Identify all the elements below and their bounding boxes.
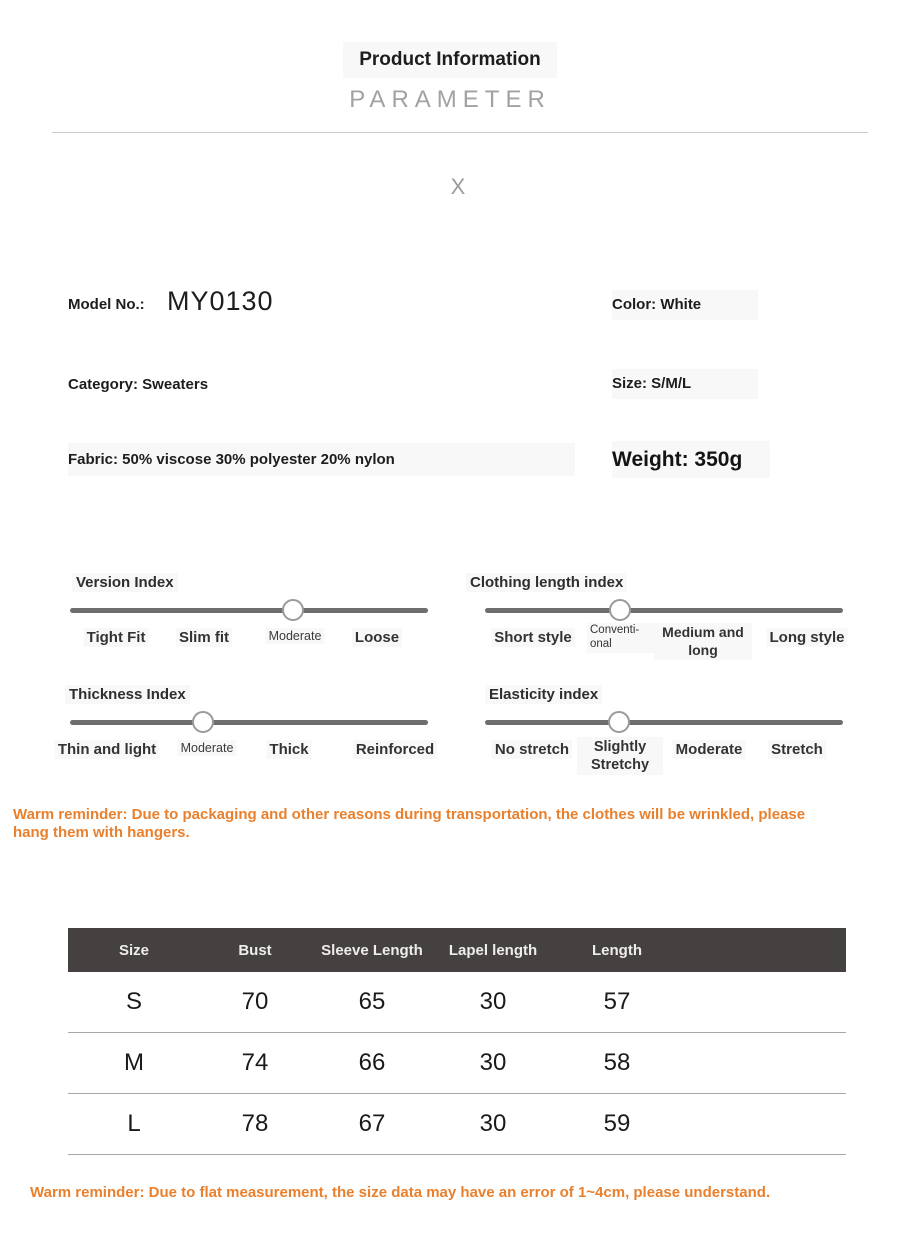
clothing-length-slider <box>470 573 845 663</box>
clothing-length-knob[interactable] <box>609 599 631 621</box>
version-index-track <box>70 608 428 613</box>
thickness-label-thick: Thick <box>266 740 311 759</box>
header-divider <box>52 132 868 133</box>
length-label-medium-long: Medium and long <box>654 623 752 660</box>
clothing-length-title: Clothing length index <box>466 573 627 592</box>
cell-length: 58 <box>603 1049 631 1076</box>
cell-size: M <box>124 1049 144 1076</box>
cell-size: S <box>125 988 142 1015</box>
cell-bust: 74 <box>241 1049 269 1076</box>
weight-spec: Weight: 350g <box>612 441 770 478</box>
category-spec: Category: Sweaters <box>68 376 209 393</box>
elasticity-index-track <box>485 720 843 725</box>
cell-sleeve: 65 <box>358 988 386 1015</box>
elasticity-label-slightly: Slightly Stretchy <box>577 737 663 775</box>
clothing-length-track <box>485 608 843 613</box>
shipping-reminder: Warm reminder: Due to packaging and other reasons during transportation, the clothes will be wrinkled, please hang them with hangers. <box>13 806 806 841</box>
version-label-tight-fit: Tight Fit <box>84 628 149 647</box>
page-subtitle: PARAMETER <box>349 86 551 113</box>
cell-sleeve: 66 <box>358 1049 386 1076</box>
table-row-m <box>68 1033 846 1094</box>
col-header-sleeve: Sleeve Length <box>321 941 423 959</box>
thickness-label-reinforced: Reinforced <box>353 740 437 759</box>
cell-length: 57 <box>603 988 631 1015</box>
version-label-slim-fit: Slim fit <box>176 628 232 647</box>
elasticity-label-no-stretch: No stretch <box>492 740 572 759</box>
thickness-label-thin: Thin and light <box>55 740 159 759</box>
page-header <box>0 42 900 114</box>
elasticity-index-slider <box>485 685 843 775</box>
elasticity-index-title: Elasticity index <box>485 685 602 704</box>
elasticity-label-stretch: Stretch <box>768 740 826 759</box>
page-title: Product Information <box>343 42 557 78</box>
col-header-length: Length <box>592 941 642 959</box>
measurement-reminder: Warm reminder: Due to flat measurement, the size data may have an error of 1~4cm, please understand. <box>30 1184 771 1201</box>
thickness-label-moderate: Moderate <box>178 740 237 756</box>
thickness-index-title: Thickness Index <box>65 685 190 704</box>
length-label-long: Long style <box>766 628 847 647</box>
cell-sleeve: 67 <box>358 1110 386 1137</box>
cell-length: 59 <box>603 1110 631 1137</box>
version-label-loose: Loose <box>352 628 402 647</box>
thickness-index-slider <box>57 685 435 775</box>
version-index-title: Version Index <box>72 573 178 592</box>
cell-lapel: 30 <box>479 988 507 1015</box>
cell-lapel: 30 <box>479 1049 507 1076</box>
length-label-short: Short style <box>491 628 575 647</box>
color-spec: Color: White <box>612 290 758 320</box>
version-index-knob[interactable] <box>282 599 304 621</box>
version-index-slider <box>70 573 428 663</box>
cell-size: L <box>127 1110 141 1137</box>
broken-image-placeholder-icon: X <box>450 174 466 199</box>
model-label: Model No.: <box>68 296 145 313</box>
elasticity-label-moderate: Moderate <box>673 740 746 759</box>
thickness-index-knob[interactable] <box>192 711 214 733</box>
col-header-lapel: Lapel length <box>448 941 538 959</box>
cell-bust: 70 <box>241 988 269 1015</box>
model-value: MY0130 <box>167 286 274 316</box>
table-row-s <box>68 972 846 1033</box>
cell-lapel: 30 <box>479 1110 507 1137</box>
col-header-bust: Bust <box>238 941 272 959</box>
col-header-size: Size <box>118 941 149 959</box>
fabric-spec: Fabric: 50% viscose 30% polyester 20% nylon <box>68 443 575 476</box>
version-label-moderate: Moderate <box>266 628 325 644</box>
size-spec: Size: S/M/L <box>612 369 758 399</box>
elasticity-index-knob[interactable] <box>608 711 630 733</box>
size-table <box>68 928 846 1155</box>
cell-bust: 78 <box>241 1110 269 1137</box>
thickness-index-track <box>70 720 428 725</box>
size-table-header <box>68 928 846 972</box>
table-row-l <box>68 1094 846 1155</box>
length-label-conventional: Conventi-onal <box>587 623 657 653</box>
